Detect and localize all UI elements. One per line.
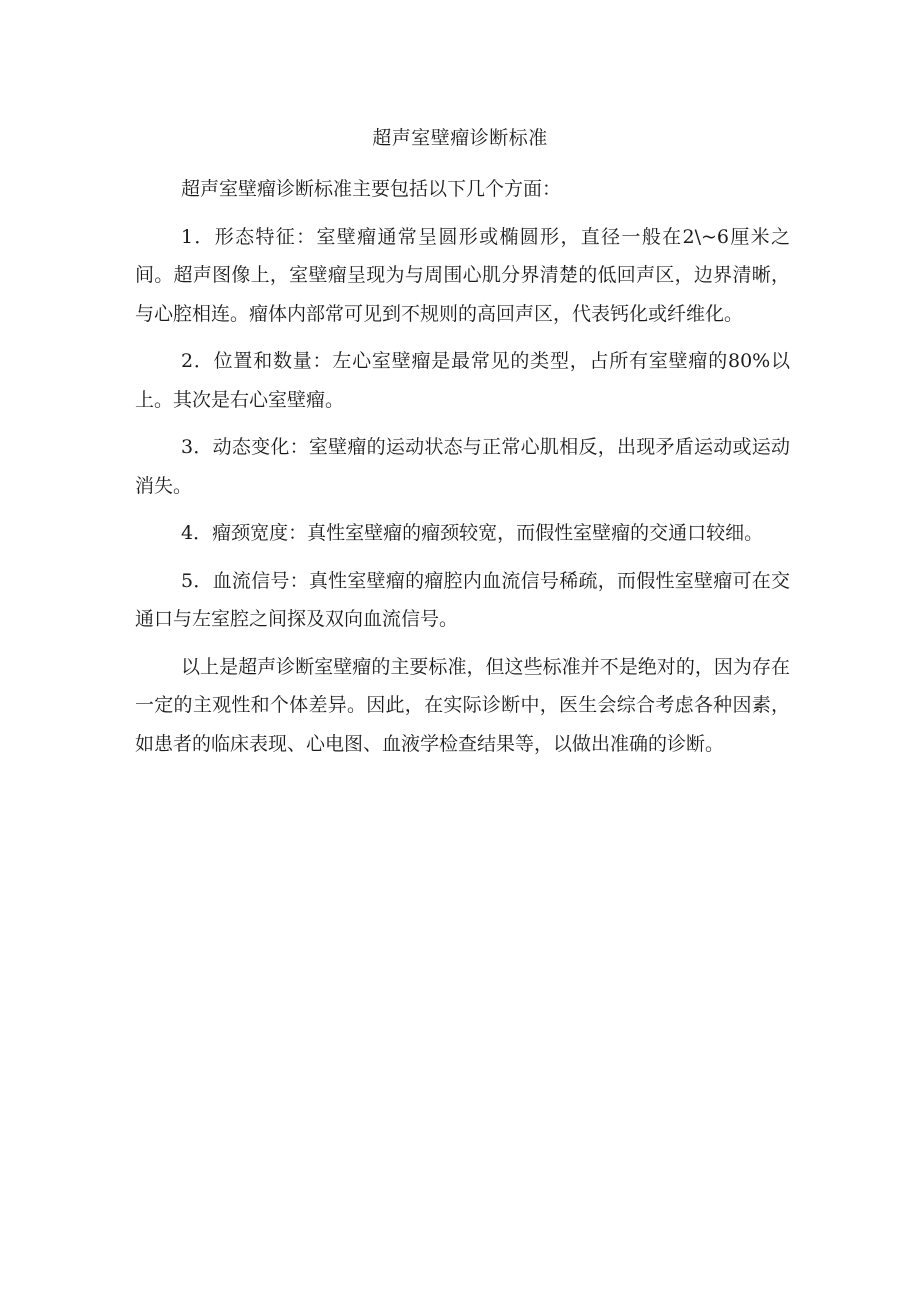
- criterion-location-paragraph: 2．位置和数量：左心室壁瘤是最常见的类型，占所有室壁瘤的80%以上。其次是右心室壁瘤。: [135, 350, 790, 411]
- conclusion-paragraph: 以上是超声诊断室壁瘤的主要标准，但这些标准并不是绝对的，因为存在一定的主观性和个体差异。因此，在实际诊断中，医生会综合考虑各种因素，如患者的临床表现、心电图、血液学检查结果等，以做出准确的诊断。: [135, 655, 790, 755]
- criterion-morphology-paragraph: 1．形态特征：室壁瘤通常呈圆形或椭圆形，直径一般在2\~6厘米之间。超声图像上，室壁瘤呈现为与周围心肌分界清楚的低回声区，边界清晰，与心腔相连。瘤体内部常可见到不规则的高回声区，代表钙化或纤维化。: [135, 225, 790, 325]
- document-title: 超声室壁瘤诊断标准: [372, 127, 548, 149]
- criterion-dynamics-paragraph: 3．动态变化：室壁瘤的运动状态与正常心肌相反，出现矛盾运动或运动消失。: [135, 436, 790, 497]
- intro-paragraph: 超声室壁瘤诊断标准主要包括以下几个方面：: [181, 178, 562, 200]
- criterion-neck-width-paragraph: 4．瘤颈宽度：真性室壁瘤的瘤颈较宽，而假性室壁瘤的交通口较细。: [181, 522, 764, 544]
- document-body: [135, 170, 790, 763]
- criterion-blood-flow-paragraph: 5．血流信号：真性室壁瘤的瘤腔内血流信号稀疏，而假性室壁瘤可在交通口与左室腔之间探及双向血流信号。: [135, 569, 790, 630]
